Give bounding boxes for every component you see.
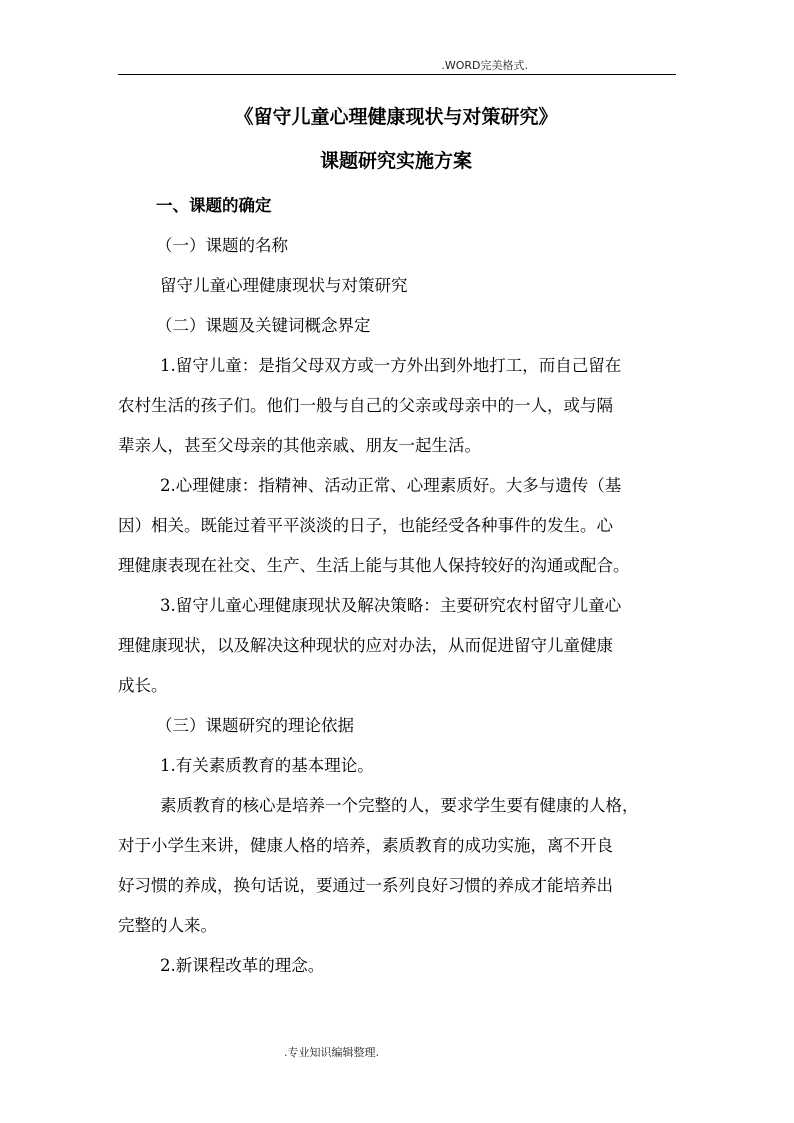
paragraph-line: 成长。 [118, 676, 168, 695]
page-footer [284, 1044, 379, 1060]
document-subtitle: 课题研究实施方案 [319, 150, 472, 172]
paragraph-line: 1.留守儿童：是指父母双方或一方外出到外地打工，而自己留在 [160, 356, 622, 375]
paragraph-line: 理健康现状，以及解决这种现状的应对办法，从而促进留守儿童健康 [118, 636, 613, 655]
document-body [118, 88, 674, 993]
paragraph-line: 2.心理健康：指精神、活动正常、心理素质好。大多与遗传（基 [160, 476, 622, 495]
subsection-heading: （三）课题研究的理论依据 [156, 716, 354, 735]
paragraph-line: 素质教育的核心是培养一个完整的人，要求学生要有健康的人格， [160, 796, 639, 815]
paragraph-line: 对于小学生来讲，健康人格的培养，素质教育的成功实施，离不开良 [118, 836, 613, 855]
paragraph-line: 2.新课程改革的理念。 [160, 956, 325, 975]
paragraph-line: 农村生活的孩子们。他们一般与自己的父亲或母亲中的一人，或与隔 [118, 396, 613, 415]
footer-text: .专业知识编辑整理. [284, 1046, 379, 1059]
paragraph-line: 完整的人来。 [118, 916, 217, 935]
section-heading-1: 一、课题的确定 [156, 196, 272, 215]
subsection-heading: （一）课题的名称 [156, 236, 288, 255]
paragraph-line: 因）相关。既能过着平平淡淡的日子，也能经受各种事件的发生。心 [118, 516, 613, 535]
paragraph-line: 好习惯的养成，换句话说，要通过一系列良好习惯的养成才能培养出 [118, 876, 613, 895]
paragraph-line: 理健康表现在社交、生产、生活上能与其他人保持较好的沟通或配合。 [118, 556, 630, 575]
paragraph-line: 留守儿童心理健康现状与对策研究 [160, 276, 408, 295]
page-header [118, 56, 676, 75]
paragraph-line: 辈亲人，甚至父母亲的其他亲戚、朋友一起生活。 [118, 436, 481, 455]
document-title: 《留守儿童心理健康现状与对策研究》 [234, 106, 558, 128]
subsection-heading: （二）课题及关键词概念界定 [156, 316, 371, 335]
paragraph-line: 1.有关素质教育的基本理论。 [160, 756, 374, 775]
header-text: .WORD完美格式. [441, 59, 528, 72]
paragraph-line: 3.留守儿童心理健康现状及解决策略：主要研究农村留守儿童心 [160, 596, 622, 615]
